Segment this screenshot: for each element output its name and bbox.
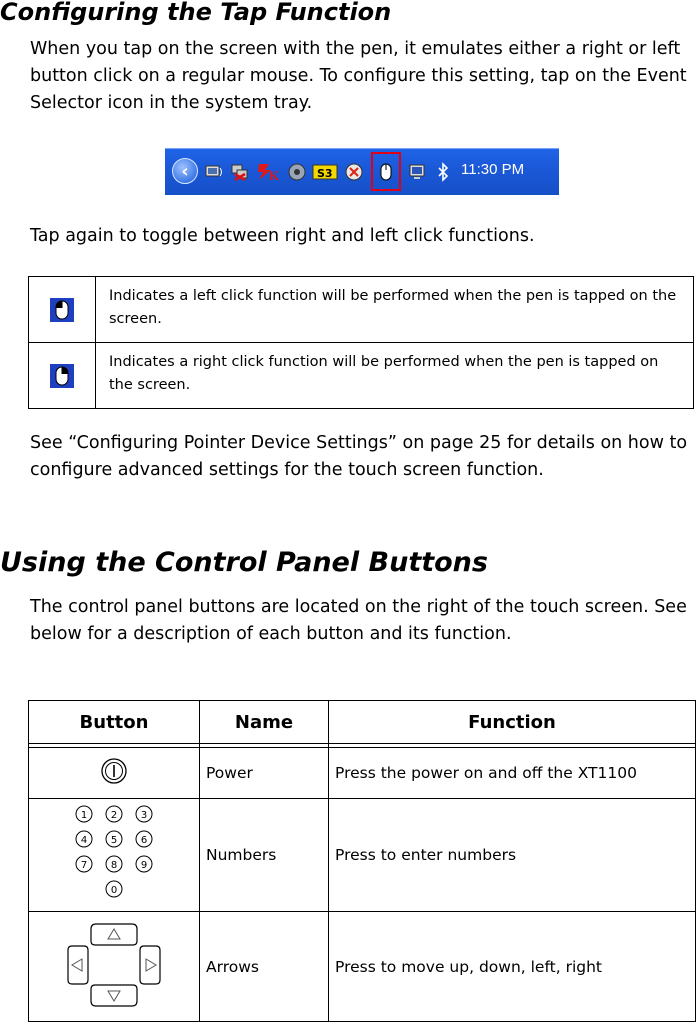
- header-function: Function: [329, 701, 696, 744]
- header-name: Name: [200, 701, 329, 744]
- key-8: 8: [110, 860, 118, 871]
- svg-text:S3: S3: [317, 167, 333, 180]
- network-icon: [231, 162, 251, 182]
- left-click-description: Indicates a left click function will be performed when the pen is tapped on the screen.: [96, 277, 694, 343]
- numbers-button-cell: [29, 799, 200, 912]
- key-5: 5: [110, 835, 118, 846]
- pointer-settings-paragraph: See “Configuring Pointer Device Settings” on page 25 for details on how to configure advanced settings for the touch screen function.: [30, 433, 688, 480]
- key-9: 9: [140, 860, 148, 871]
- bluetooth-icon: [433, 162, 453, 182]
- table-row: [29, 912, 696, 1022]
- arrows-button-cell: [29, 912, 200, 1022]
- power-name: Power: [200, 748, 329, 799]
- key-2: 2: [110, 810, 118, 821]
- table-header-row: [29, 701, 696, 744]
- key-1: 1: [80, 810, 88, 821]
- power-button-icon: [100, 757, 128, 785]
- header-button: Button: [29, 701, 200, 744]
- left-click-pointer-icon: [50, 298, 74, 322]
- key-7: 7: [80, 860, 88, 871]
- power-function: Press the power on and off the XT1100: [329, 748, 696, 799]
- volume-icon: [287, 162, 307, 182]
- section-heading-control-panel: Using the Control Panel Buttons: [0, 547, 488, 578]
- right-click-cell: [29, 343, 96, 409]
- key-4: 4: [80, 835, 88, 846]
- table-row: [29, 343, 694, 409]
- antivirus-icon: [255, 162, 281, 182]
- toggle-paragraph: Tap again to toggle between right and left click functions.: [30, 226, 535, 246]
- right-click-pointer-icon: [50, 364, 74, 388]
- s3-icon: [312, 162, 338, 182]
- tap-intro-paragraph: When you tap on the screen with the pen, it emulates either a right or left button click on a regular mouse. To configure this setting, tap on the Event Selector icon in the system tray.: [30, 39, 687, 113]
- number-keypad-icon: [64, 803, 164, 903]
- numbers-function: Press to enter numbers: [329, 799, 696, 912]
- key-6: 6: [140, 835, 148, 846]
- monitor-icon: [408, 162, 428, 182]
- control-buttons-table: [28, 700, 696, 1022]
- left-click-cell: [29, 277, 96, 343]
- section-heading-tap-function: Configuring the Tap Function: [0, 0, 392, 26]
- right-click-description: Indicates a right click function will be performed when the pen is tapped on the screen.: [96, 343, 694, 409]
- arrows-function: Press to move up, down, left, right: [329, 912, 696, 1022]
- arrows-name: Arrows: [200, 912, 329, 1022]
- numbers-name: Numbers: [200, 799, 329, 912]
- table-row: [29, 799, 696, 912]
- table-row: [29, 277, 694, 343]
- key-3: 3: [140, 810, 148, 821]
- arrow-keys-icon: [66, 922, 162, 1008]
- display-icon: [205, 162, 225, 182]
- tray-clock: 11:30 PM: [461, 161, 525, 178]
- system-tray-screenshot: [165, 148, 559, 195]
- click-function-table: [28, 276, 694, 409]
- control-panel-intro-paragraph: The control panel buttons are located on the right of the touch screen. See below for a description of each button and its function.: [30, 597, 687, 644]
- power-button-cell: [29, 748, 200, 799]
- key-0: 0: [110, 885, 118, 896]
- svg-text:K: K: [269, 168, 280, 182]
- shield-icon: [344, 162, 364, 182]
- back-arrow-icon: ‹: [172, 158, 198, 184]
- pointer-icon[interactable]: [376, 162, 396, 182]
- table-row: [29, 748, 696, 799]
